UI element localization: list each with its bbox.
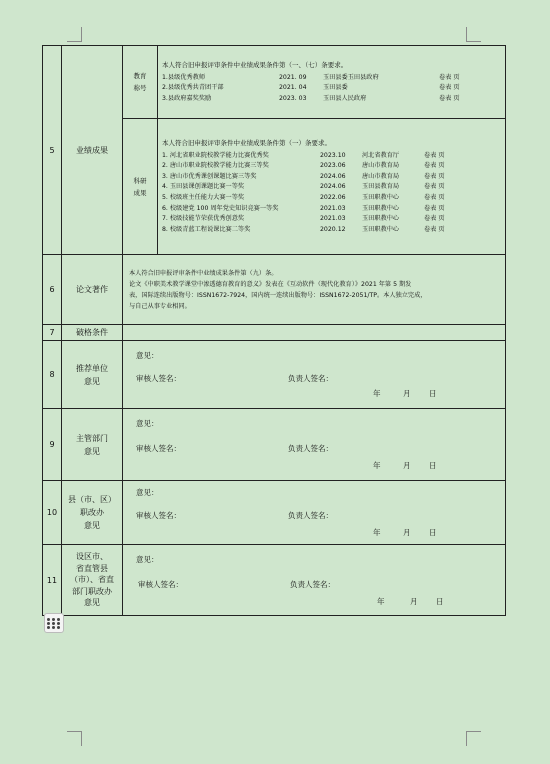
award-name: 8. 校级青蓝工程说课比赛二等奖 — [162, 225, 251, 233]
honor-name: 3.县政府嘉奖奖励 — [162, 94, 212, 102]
award-name: 3. 唐山市优秀课创课题比赛三等奖 — [162, 172, 257, 180]
row-title — [62, 409, 123, 481]
row-title — [62, 341, 123, 409]
volume-page: 卷表 页 — [424, 194, 445, 201]
thesis-text: 与自己从事专业相同。 — [129, 302, 191, 310]
honor-name: 1.县级优秀教师 — [162, 73, 206, 81]
award-date: 2023.06 — [320, 162, 346, 170]
teaching-honor-cell — [158, 46, 506, 119]
table-row — [43, 46, 506, 119]
row-title-line: 县（市、区） — [68, 495, 116, 504]
row-title: 业绩成果 — [62, 46, 123, 255]
table-row — [43, 255, 506, 325]
list-item — [162, 182, 499, 193]
row-title: 破格条件 — [62, 325, 123, 341]
award-date: 2021.03 — [320, 215, 346, 223]
list-item — [162, 204, 499, 215]
row-title-line: 意见 — [84, 598, 100, 608]
row-title-line: （市）、省直 — [70, 575, 114, 585]
exception-cell — [123, 325, 506, 341]
honor-issuer: 玉田县委 — [323, 84, 348, 92]
row-title — [62, 545, 123, 616]
thesis-text: 表，国际连续出版物号：ISSN1672-7924，国内统一连续出版物号：ISSN1672-2051/TP。本人独立完成， — [129, 291, 427, 299]
volume-page: 卷表 页 — [439, 73, 460, 81]
row-number: 6 — [43, 255, 62, 325]
list-item — [162, 161, 499, 172]
opinion-label: 意见： — [136, 419, 159, 428]
thesis-text: 论文《中职美术教学课堂中渗透德育教育的意义》发表在《互动软件（现代化教育）》2021 年第 5 期发 — [129, 280, 412, 288]
row-number: 8 — [43, 341, 62, 409]
opinion-cell — [123, 341, 506, 409]
row-title-line: 意见 — [84, 446, 100, 456]
month-label: 月 — [403, 461, 411, 470]
opinion-cell — [123, 545, 506, 616]
award-date: 2024.06 — [320, 172, 346, 180]
subcategory-label: 教育 — [133, 72, 147, 80]
table-row — [43, 545, 506, 616]
honor-issuer: 玉田县委玉田县政府 — [323, 73, 379, 81]
opinion-label: 意见： — [136, 554, 159, 564]
award-name: 7. 校级技能节荣获优秀创意奖 — [162, 215, 245, 223]
subcategory-teaching-honor — [123, 46, 158, 119]
auditor-signature-label: 审核人签名： — [136, 444, 181, 453]
opinion-cell — [123, 481, 506, 545]
research-cell — [158, 119, 506, 255]
month-label: 月 — [403, 528, 411, 537]
requirement-statement: 本人符合旧申报评审条件中业绩成果条件第（一）条要求。 — [162, 138, 331, 147]
row-number: 10 — [43, 481, 62, 545]
award-name: 4. 玉田县课创课题比赛一等奖 — [162, 183, 245, 191]
volume-page: 卷表 页 — [424, 225, 445, 233]
volume-page: 卷表 页 — [439, 94, 460, 102]
application-form-table — [42, 45, 506, 616]
list-item — [162, 83, 499, 94]
day-label: 日 — [436, 596, 444, 606]
award-date: 2024.06 — [320, 183, 346, 191]
table-row — [43, 341, 506, 409]
volume-page: 卷表 页 — [424, 172, 445, 180]
row-title-line: 职改办 — [80, 508, 104, 517]
table-row — [43, 481, 506, 545]
leader-signature-label: 负责人签名： — [288, 511, 333, 520]
subcategory-label: 成果 — [133, 188, 147, 197]
row-number: 11 — [43, 545, 62, 616]
row-title-line: 设区市、 — [76, 552, 108, 562]
list-item — [162, 193, 499, 204]
day-label: 日 — [429, 389, 437, 398]
signature-row — [136, 510, 505, 521]
leader-signature-label: 负责人签名： — [288, 444, 333, 453]
crop-mark-bottom-right — [466, 731, 481, 746]
table-row — [43, 325, 506, 341]
row-title-line: 推荐单位 — [76, 363, 108, 373]
date-row — [136, 527, 505, 538]
date-row — [136, 596, 505, 607]
award-issuer: 玉田职教中心 — [362, 225, 400, 233]
auditor-signature-label: 审核人签名： — [138, 579, 183, 589]
signature-row — [136, 373, 505, 384]
crop-mark-top-left — [67, 27, 82, 42]
row-title — [62, 481, 123, 545]
day-label: 日 — [429, 528, 437, 537]
award-date: 2021.03 — [320, 204, 346, 212]
award-date: 2023.10 — [320, 151, 346, 159]
volume-page: 卷表 页 — [424, 204, 445, 212]
list-item — [162, 225, 499, 236]
list-item — [162, 214, 499, 225]
award-name: 2. 唐山市职业院校教学能力比赛三等奖 — [162, 162, 269, 170]
award-name: 5. 校级班主任能力大赛一等奖 — [162, 194, 245, 201]
thesis-cell — [123, 255, 506, 325]
table-row — [43, 409, 506, 481]
subcategory-label: 科研 — [133, 176, 147, 185]
honor-name: 2.县级优秀共青团干部 — [162, 84, 224, 92]
honor-issuer: 玉田县人民政府 — [323, 94, 367, 102]
honor-date: 2021. 09 — [279, 73, 307, 81]
row-title-line: 意见 — [84, 376, 100, 386]
volume-page: 卷表 页 — [424, 151, 445, 159]
volume-page: 卷表 页 — [424, 215, 445, 223]
row-title: 论文著作 — [62, 255, 123, 325]
award-name: 6. 校级建党 100 周年党史知识竞赛一等奖 — [162, 204, 279, 212]
row-title-line: 意见 — [84, 521, 100, 530]
auditor-signature-label: 审核人签名： — [136, 374, 181, 383]
table-move-handle-icon[interactable] — [44, 613, 64, 633]
opinion-label: 意见： — [136, 488, 159, 497]
crop-mark-bottom-left — [67, 731, 82, 746]
award-issuer: 唐山市教育局 — [362, 162, 400, 170]
honor-date: 2021. 04 — [279, 84, 307, 92]
volume-page: 卷表 页 — [439, 84, 460, 92]
list-item — [162, 172, 499, 183]
row-title-line: 主管部门 — [76, 433, 108, 443]
crop-mark-top-right — [466, 27, 481, 42]
month-label: 月 — [410, 596, 418, 606]
award-issuer: 玉田职教中心 — [362, 194, 400, 201]
subcategory-label: 称号 — [133, 84, 147, 92]
subcategory-research — [123, 119, 158, 255]
award-name: 1. 河北省职业院校教学能力比赛优秀奖 — [162, 151, 269, 159]
list-item — [162, 151, 499, 162]
award-date: 2020.12 — [320, 225, 346, 233]
opinion-label: 意见： — [136, 351, 159, 360]
requirement-statement: 本人符合旧申报评审条件中业绩成果条件第（九）条。 — [129, 269, 278, 277]
row-number: 9 — [43, 409, 62, 481]
award-date: 2022.06 — [320, 194, 346, 201]
list-item — [162, 94, 499, 105]
row-number: 7 — [43, 325, 62, 341]
day-label: 日 — [429, 461, 437, 470]
month-label: 月 — [403, 389, 411, 398]
date-row — [136, 460, 505, 471]
award-issuer: 唐山市教育局 — [362, 172, 400, 180]
year-label: 年 — [373, 389, 381, 398]
auditor-signature-label: 审核人签名： — [136, 511, 181, 520]
list-item — [162, 73, 499, 84]
signature-row — [136, 443, 505, 454]
year-label: 年 — [373, 461, 381, 470]
honor-date: 2023. 03 — [279, 94, 307, 102]
award-issuer: 玉田职教中心 — [362, 215, 400, 223]
award-issuer: 河北省教育厅 — [362, 151, 400, 159]
date-row — [136, 388, 505, 399]
opinion-cell — [123, 409, 506, 481]
row-title-line: 省直管县 — [76, 563, 108, 573]
year-label: 年 — [373, 528, 381, 537]
volume-page: 卷表 页 — [424, 183, 445, 191]
award-issuer: 玉田职教中心 — [362, 204, 400, 212]
year-label: 年 — [377, 596, 385, 606]
volume-page: 卷表 页 — [424, 162, 445, 170]
leader-signature-label: 负责人签名： — [288, 374, 333, 383]
row-title-line: 部门职改办 — [72, 586, 112, 596]
row-number: 5 — [43, 46, 62, 255]
requirement-statement: 本人符合旧申报评审条件中业绩成果条件第（一、（七）条要求。 — [162, 60, 348, 69]
leader-signature-label: 负责人签名： — [290, 579, 335, 589]
award-issuer: 玉田县教育局 — [362, 183, 400, 191]
signature-row — [136, 579, 505, 590]
